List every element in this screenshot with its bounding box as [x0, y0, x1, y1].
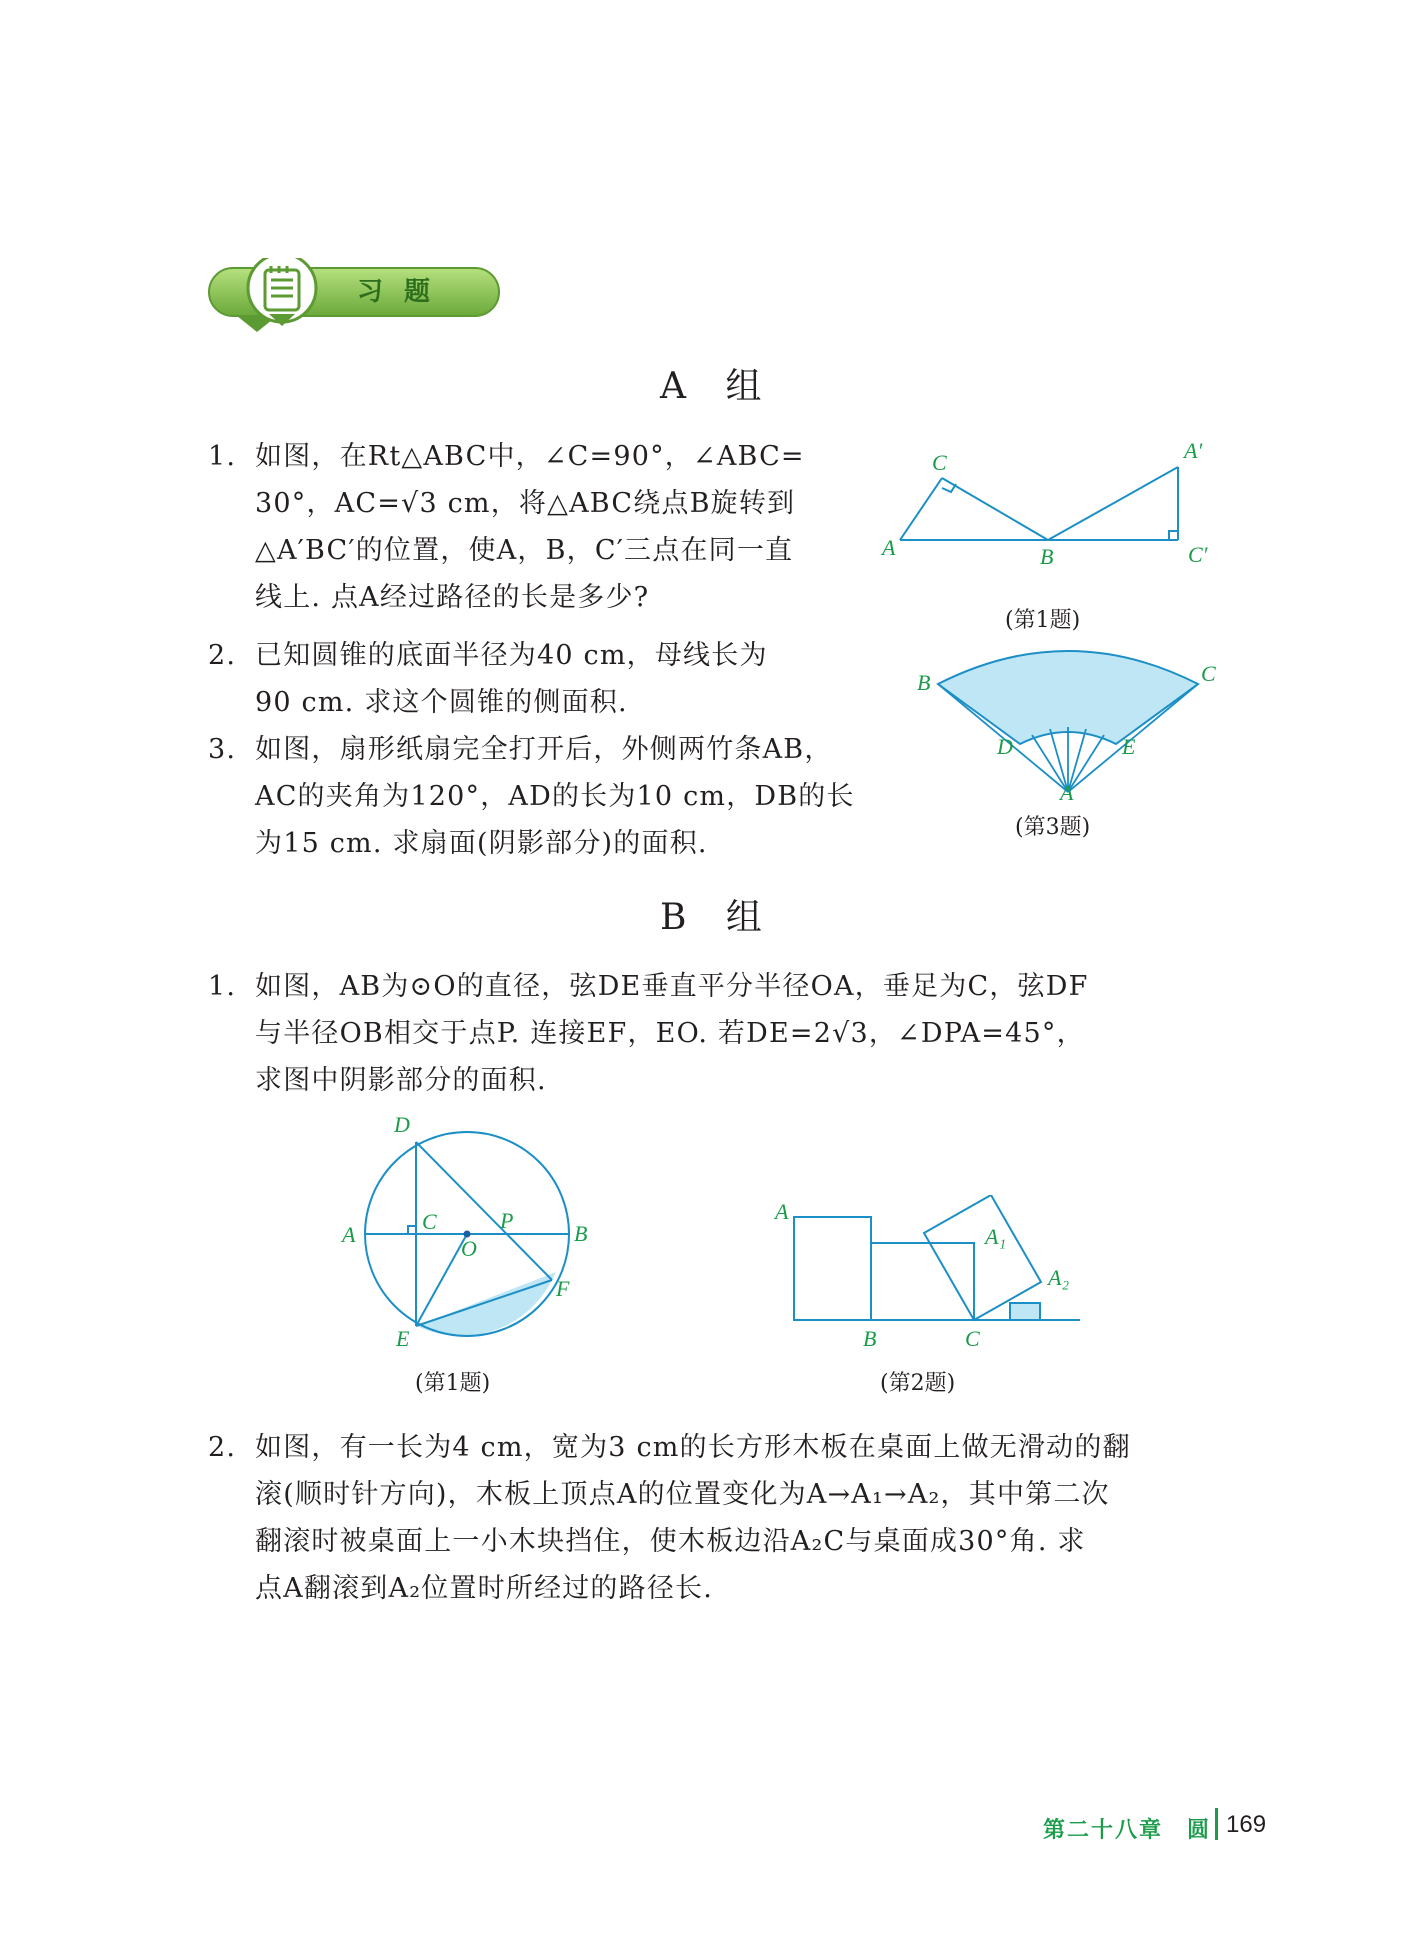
- label-a-prime: A′: [1184, 438, 1203, 463]
- group-a-question-2: 2. 已知圆锥的底面半径为40 cm，母线长为 90 cm. 求这个圆锥的侧面积.: [208, 632, 868, 726]
- figure-a3-caption: (第3题): [1015, 815, 1091, 840]
- label-d: D: [997, 734, 1013, 759]
- figure-b1-circle: [330, 1110, 620, 1350]
- group-b-title: B 组: [660, 897, 776, 938]
- label-b: B: [574, 1221, 588, 1246]
- label-f: F: [556, 1276, 570, 1301]
- q-line: 与半径OB相交于点P. 连接EF，EO. 若DE=2√3，∠DPA=45°，: [255, 1018, 1085, 1049]
- label-c: C: [932, 450, 947, 475]
- group-b-question-2: 2. 如图，有一长为4 cm，宽为3 cm的长方形木板在桌面上做无滑动的翻 滚(顺时针方向)，木板上顶点A的位置变化为A→A₁→A₂，其中第二次 翻滚时被桌面上一小木块挡住，使木板边沿A₂C与桌面成30°角. 求 点A翻滚到A₂位置时所经过的路径长.: [208, 1424, 1228, 1612]
- segment-ac: [900, 478, 942, 540]
- group-b-question-1: 1. 如图，AB为⊙O的直径，弦DE垂直平分半径OA，垂足为C，弦DF 与半径OB相交于点P. 连接EF，EO. 若DE=2√3，∠DPA=45°， 求图中阴影部分的面积.: [208, 963, 1228, 1104]
- label-b: B: [863, 1326, 877, 1351]
- figure-a1-triangles: [870, 430, 1230, 580]
- q-line: 翻滚时被桌面上一小木块挡住，使木板边沿A₂C与桌面成30°角. 求: [255, 1526, 1086, 1557]
- page-number: 169: [1226, 1811, 1267, 1838]
- figure-b1-caption: (第1题): [415, 1371, 491, 1396]
- group-a-title: A 组: [660, 366, 776, 407]
- right-angle-mark: [408, 1226, 416, 1234]
- figure-b2-rolling-board: [770, 1195, 1090, 1355]
- q-line: 线上. 点A经过路径的长是多少?: [255, 582, 650, 613]
- label-c: C: [1201, 661, 1216, 686]
- board-position-2: [871, 1243, 974, 1320]
- label-c: C: [965, 1326, 980, 1351]
- label-a: A: [342, 1222, 356, 1247]
- label-b: B: [1040, 544, 1054, 569]
- group-a-question-1: 1. 如图，在Rt△ABC中，∠C=90°，∠ABC= 30°，AC=√3 cm，将△ABC绕点B旋转到 △A′BC′的位置，使A，B，C′三点在同一直 线上. 点A经过路径的长是多少?: [208, 433, 868, 621]
- figure-a3-fan: [905, 632, 1235, 802]
- label-e: E: [396, 1326, 410, 1350]
- banner-title: 习 题: [357, 277, 437, 307]
- label-c: C: [422, 1209, 437, 1234]
- q-line: 如图，有一长为4 cm，宽为3 cm的长方形木板在桌面上做无滑动的翻: [255, 1432, 1131, 1463]
- figure-b2-caption: (第2题): [880, 1371, 956, 1396]
- exercise-banner: [207, 258, 503, 334]
- q-line: 滚(顺时针方向)，木板上顶点A的位置变化为A→A₁→A₂，其中第二次: [255, 1479, 1110, 1510]
- banner-shape: [207, 258, 503, 334]
- q-line: 如图，扇形纸扇完全打开后，外侧两竹条AB，: [255, 734, 833, 765]
- q-line: △A′BC′的位置，使A，B，C′三点在同一直: [255, 535, 794, 566]
- q-line: AC的夹角为120°，AD的长为10 cm，DB的长: [255, 781, 855, 812]
- footer-chapter-title: 第二十八章 圆: [1043, 1818, 1212, 1843]
- label-p: P: [500, 1208, 514, 1233]
- small-block: [1010, 1303, 1040, 1320]
- board-position-3: [924, 1195, 1041, 1320]
- board-position-1: [794, 1217, 871, 1320]
- label-a2: A₂: [1048, 1265, 1070, 1290]
- q-line: 为15 cm. 求扇面(阴影部分)的面积.: [255, 828, 708, 859]
- q-line: 已知圆锥的底面半径为40 cm，母线长为: [255, 640, 768, 671]
- segment-cb: [942, 478, 1048, 540]
- label-e: E: [1122, 734, 1136, 759]
- footer-divider: [1215, 1808, 1218, 1840]
- group-a-question-3: 3. 如图，扇形纸扇完全打开后，外侧两竹条AB， AC的夹角为120°，AD的长为10 cm，DB的长 为15 cm. 求扇面(阴影部分)的面积.: [208, 726, 908, 867]
- label-a1: A₁: [985, 1224, 1007, 1249]
- figure-a1-caption: (第1题): [1005, 608, 1081, 633]
- q-line: 90 cm. 求这个圆锥的侧面积.: [255, 687, 628, 718]
- label-a: A: [882, 535, 896, 560]
- notebook-icon: [265, 266, 299, 310]
- right-angle-mark-c-prime: [1169, 531, 1178, 540]
- segment-ba-prime: [1048, 467, 1178, 540]
- q-line: 30°，AC=√3 cm，将△ABC绕点B旋转到: [255, 488, 796, 519]
- q-line: 点A翻滚到A₂位置时所经过的路径长.: [255, 1573, 714, 1604]
- q-line: 如图，在Rt△ABC中，∠C=90°，∠ABC=: [255, 441, 805, 472]
- label-c-prime: C′: [1188, 542, 1208, 567]
- label-a: A: [1060, 780, 1074, 802]
- label-o: O: [461, 1236, 477, 1261]
- label-d: D: [394, 1112, 410, 1137]
- q-line: 求图中阴影部分的面积.: [255, 1065, 547, 1096]
- label-b: B: [917, 670, 931, 695]
- q-line: 如图，AB为⊙O的直径，弦DE垂直平分半径OA，垂足为C，弦DF: [255, 971, 1089, 1002]
- label-a: A: [775, 1199, 789, 1224]
